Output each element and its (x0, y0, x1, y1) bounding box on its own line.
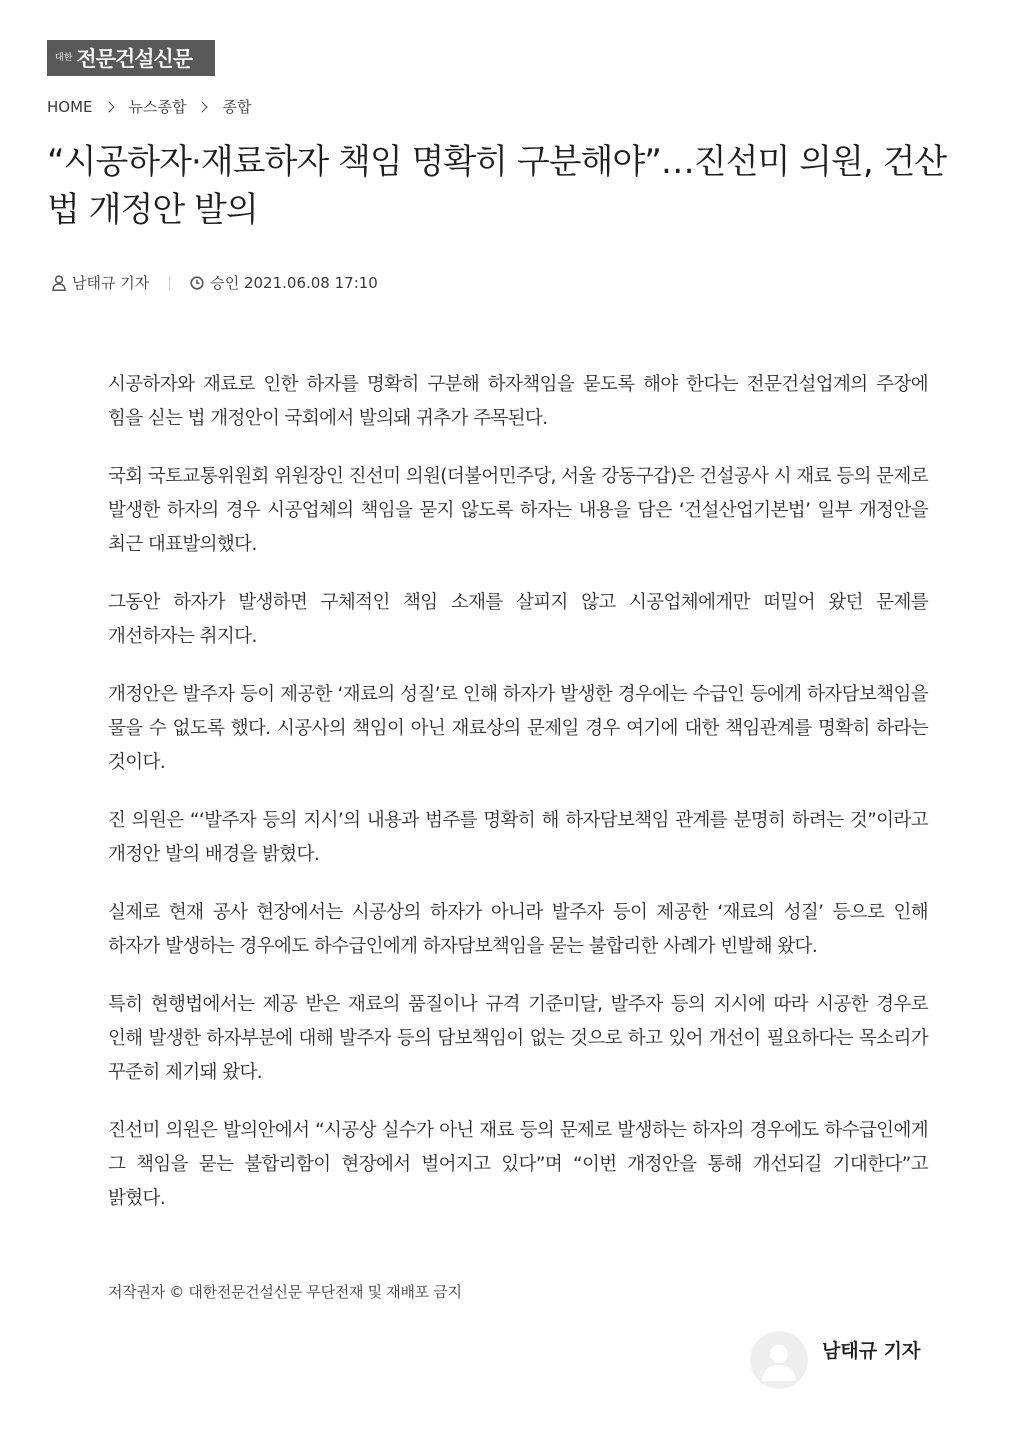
article-paragraph: 실제로 현재 공사 현장에서는 시공상의 하자가 아니라 발주자 등이 제공한 ‘재료의 성질’ 등으로 인해 하자가 발생하는 경우에도 하수급인에게 하자담보책임을 묻는 불합리한 사례가 빈발해 왔다. (108, 902, 928, 957)
breadcrumb-home[interactable]: HOME (47, 97, 93, 116)
article-paragraph: 개정안은 발주자 등이 제공한 ‘재료의 성질’로 인해 하자가 발생한 경우에는 수급인 등에게 하자담보책임을 물을 수 없도록 했다. 시공사의 책임이 아닌 재료상의 문제일 경우 여기에 대한 책임관계를 명확히 하라는 것이다. (108, 684, 928, 773)
article-paragraph: 진선미 의원은 발의안에서 “시공상 실수가 아닌 재료 등의 문제로 발생하는 하자의 경우에도 하수급인에게 그 책임을 묻는 불합리함이 현장에서 벌어지고 있다”며 “이번 개정안을 통해 개선되길 기대한다”고 밝혔다. (108, 1120, 928, 1209)
article-paragraph: 국회 국토교통위원회 위원장인 진선미 의원(더불어민주당, 서울 강동구갑)은 건설공사 시 재료 등의 문제로 발생한 하자의 경우 시공업체의 책임을 묻지 않도록 하자는 내용을 담은 ‘건설산업기본법’ 일부 개정안을 최근 대표발의했다. (108, 466, 928, 555)
site-logo[interactable] (47, 40, 215, 76)
breadcrumb-section[interactable]: 종합 (222, 98, 252, 116)
approval-datetime: 승인 2021.06.08 17:10 (210, 274, 378, 292)
author-name[interactable]: 남태규 기자 (822, 1340, 921, 1362)
breadcrumb-news[interactable]: 뉴스종합 (128, 98, 187, 116)
avatar-placeholder-icon[interactable] (750, 1331, 808, 1389)
article-paragraph: 진 의원은 “‘발주자 등의 지시’의 내용과 범주를 명확히 해 하자담보책임 관계를 분명히 하려는 것”이라고 개정안 발의 배경을 밝혔다. (108, 810, 928, 865)
article-body (108, 368, 928, 1240)
chevron-right-icon (103, 101, 114, 112)
breadcrumb (47, 96, 251, 117)
chevron-right-icon (197, 101, 208, 112)
article-paragraph: 특히 현행법에서는 제공 받은 재료의 품질이나 규격 기준미달, 발주자 등의 지시에 따라 시공한 경우로 인해 발생한 하자부분에 대해 발주자 등의 담보책임이 없는 것으로 하고 있어 개선이 필요하다는 목소리가 꾸준히 제기돼 왔다. (108, 994, 928, 1083)
meta-divider (169, 276, 170, 290)
clock-icon (190, 276, 204, 290)
user-icon (52, 275, 66, 291)
article-meta (52, 272, 378, 293)
logo-main-text: 전문건설신문 (76, 47, 193, 71)
logo-small-text: 대한 (55, 52, 73, 63)
reporter-name[interactable]: 남태규 기자 (72, 274, 150, 292)
article-paragraph: 그동안 하자가 발생하면 구체적인 책임 소재를 살피지 않고 시공업체에게만 떠밀어 왔던 문제를 개선하자는 취지다. (108, 592, 928, 647)
article-paragraph: 시공하자와 재료로 인한 하자를 명확히 구분해 하자책임을 묻도록 해야 한다는 전문건설업계의 주장에 힘을 싣는 법 개정안이 국회에서 발의돼 귀추가 주목된다. (108, 374, 928, 429)
article-headline: “시공하자·재료하자 책임 명확히 구분해야”…진선미 의원, 건산법 개정안 발의 (47, 142, 947, 230)
copyright-notice: 저작권자 © 대한전문건설신문 무단전재 및 재배포 금지 (108, 1283, 462, 1301)
